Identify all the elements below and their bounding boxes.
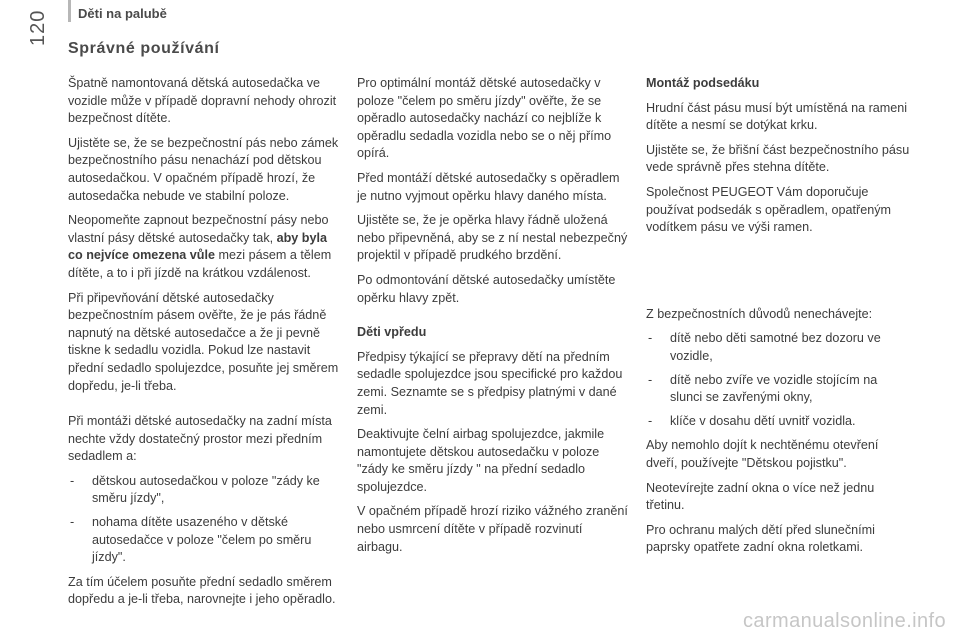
page-number: 120 bbox=[27, 9, 49, 46]
paragraph: Ujistěte se, že je opěrka hlavy řádně uložená nebo připevněná, aby se z ní nestal nebezpečný projektil v případě prudkého brzdění. bbox=[357, 213, 628, 263]
paragraph: Z bezpečnostních důvodů nenechávejte: bbox=[646, 306, 873, 321]
paragraph: Pro ochranu malých dětí před slunečními paprsky opatřete zadní okna roletkami. bbox=[646, 522, 875, 555]
page-title: Správné používání bbox=[68, 40, 220, 57]
paragraph: Při montáži dětské autosedačky na zadní místa nechte vždy dostatečný prostor mezi předním sedadlem a: bbox=[68, 414, 332, 464]
paragraph-seatbelt-slack bbox=[68, 212, 343, 282]
paragraph: Pro optimální montáž dětské autosedačky v poloze "čelem po směru jízdy" ověřte, že se opěradlo autosedačky nachází co nejblíže k opěradlu sedadla vozidla nebo se o něj přímo opírá. bbox=[357, 76, 612, 161]
list-item: - dítě nebo děti samotné bez dozoru ve vozidle, bbox=[646, 330, 912, 365]
paragraph: Za tím účelem posuňte přední sedadlo směrem dopředu a je-li třeba, narovnejte i jeho opěradlo. bbox=[68, 574, 336, 607]
list-item: - dítě nebo zvíře ve vozidle stojícím na slunci se zavřenými okny, bbox=[646, 372, 912, 407]
paragraph: Neotevírejte zadní okna o více než jednu třetinu. bbox=[646, 480, 875, 513]
running-header: Děti na palubě bbox=[78, 6, 167, 21]
paragraph: Společnost PEUGEOT Vám doporučuje používat podsedák s opěradlem, opatřeným vodítkem pásu ve výši ramen. bbox=[646, 184, 892, 235]
paragraph: Deaktivujte čelní airbag spolujezdce, jakmile namontujete dětskou autosedačku v poloze "zády ke směru jízdy " na přední sedadlo spolujezdce. bbox=[357, 427, 605, 494]
text-column-2 bbox=[357, 75, 629, 563]
header-accent-bar bbox=[68, 0, 71, 22]
text-column-3 bbox=[646, 75, 912, 564]
dash-list bbox=[68, 473, 343, 567]
text-run: mezi pásem a tělem dítěte, a to i při jízdě na krátkou vzdálenost. bbox=[68, 248, 332, 280]
paragraph: Po odmontování dětské autosedačky umístěte opěrku hlavy zpět. bbox=[357, 272, 616, 305]
subheading-children-front: Děti vpředu bbox=[357, 325, 427, 340]
list-item: - dětskou autosedačkou v poloze "zády ke směru jízdy", bbox=[68, 473, 343, 508]
text-run: Neopomeňte zapnout bezpečnostní pásy nebo vlastní pásy dětské autosedačky tak, bbox=[68, 213, 329, 245]
emphasis-text: aby byla co nejvíce omezena vůle bbox=[68, 230, 328, 263]
subheading-booster-seat: Montáž podsedáku bbox=[646, 76, 760, 90]
paragraph: Aby nemohlo dojít k nechtěnému otevření dveří, používejte "Dětskou pojistku". bbox=[646, 438, 879, 470]
paragraph-text: Ujistěte se, že se bezpečnostní pás nebo zámek bezpečnostního pásu nenachází pod dětskou autosedačkou. V opačném případě hrozí, že autosedačka nebude ve stabilní poloze. bbox=[68, 135, 339, 203]
dash-list bbox=[646, 330, 912, 430]
paragraph: V opačném případě hrozí riziko vážného zranění nebo usmrcení dítěte v případě rozvinutí airbagu. bbox=[357, 504, 628, 554]
paragraph: Při připevňování dětské autosedačky bezpečnostním pásem ověřte, že je pás řádně napnutý na dětské autosedačce a že ji pevně tiskne k sedadlu vozidla. Pokud lze nastavit přední sedadlo spolujezdce, posuňte jej směrem dopředu, je-li třeba. bbox=[68, 290, 339, 393]
watermark: carmanualsonline.info bbox=[743, 610, 946, 632]
paragraph bbox=[68, 135, 343, 205]
list-item: - klíče v dosahu dětí uvnitř vozidla. bbox=[646, 413, 912, 431]
list-item: - nohama dítěte usazeného v dětské autosedačce v poloze "čelem po směru jízdy". bbox=[68, 514, 343, 567]
paragraph: Hrudní část pásu musí být umístěná na rameni dítěte a nesmí se dotýkat krku. bbox=[646, 100, 908, 133]
paragraph: Před montáží dětské autosedačky s opěradlem je nutno vyjmout opěrku hlavy daného místa. bbox=[357, 170, 620, 203]
paragraph: Špatně namontovaná dětská autosedačka ve vozidle může v případě dopravní nehody ohrozit bezpečnost dítěte. bbox=[68, 76, 337, 126]
paragraph: Předpisy týkající se přepravy dětí na předním sedadle spolujezdce jsou specifické pro každou zemi. Seznamte se s předpisy platnými v dané zemi. bbox=[357, 349, 623, 417]
paragraph: Ujistěte se, že břišní část bezpečnostního pásu vede správně přes stehna dítěte. bbox=[646, 142, 910, 175]
text-column-1 bbox=[68, 75, 343, 616]
